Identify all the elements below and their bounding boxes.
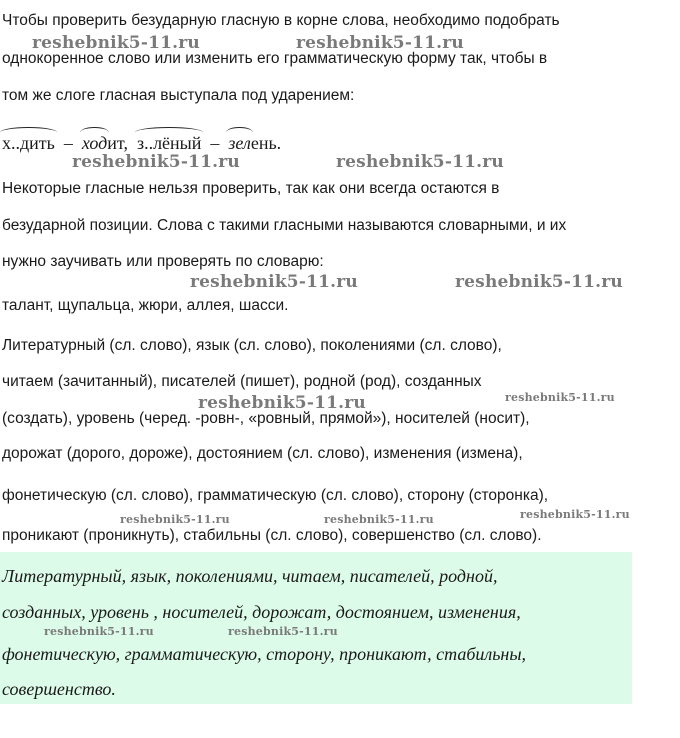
- example-dash-1: –: [63, 133, 73, 153]
- paragraph-2-line-2: безударной позиции. Слова с такими гласными называются словарными, и их: [2, 217, 567, 234]
- watermark: reshebnik5-11.ru: [336, 152, 504, 172]
- word-list-row-1: Литературный (сл. слово), язык (сл. слово), поколениями (сл. слово),: [2, 337, 502, 354]
- example-word-4-end: ень.: [250, 133, 282, 153]
- watermark: reshebnik5-11.ru: [228, 625, 338, 638]
- watermark: reshebnik5-11.ru: [190, 272, 358, 292]
- watermark: reshebnik5-11.ru: [455, 272, 623, 292]
- paragraph-1-line-1: Чтобы проверить безударную гласную в корне слова, необходимо подобрать: [2, 12, 560, 29]
- example-word-3: з..лёный: [136, 133, 202, 153]
- example-word-2-root: ход: [81, 133, 108, 153]
- watermark: reshebnik5-11.ru: [72, 152, 240, 172]
- paragraph-1-line-3: том же слоге гласная выступала под ударением:: [2, 87, 355, 104]
- watermark: reshebnik5-11.ru: [324, 513, 434, 526]
- watermark: reshebnik5-11.ru: [120, 513, 230, 526]
- word-list-row-6: проникают (проникнуть), стабильны (сл. слово), совершенство (сл. слово).: [2, 527, 542, 544]
- watermark: reshebnik5-11.ru: [520, 508, 630, 521]
- example-word-2-end: ит,: [107, 133, 128, 153]
- paragraph-2-line-3: нужно заучивать или проверять по словарю:: [2, 253, 324, 270]
- dictionary-words: талант, щупальца, жюри, аллея, шасси.: [2, 297, 289, 314]
- watermark: reshebnik5-11.ru: [198, 393, 366, 413]
- word-list-row-2: читаем (зачитанный), писателей (пишет), родной (род), созданных: [2, 373, 482, 390]
- watermark: reshebnik5-11.ru: [44, 625, 154, 638]
- answer-line-1: Литературный, язык, поколениями, читаем, писателей, родной,: [2, 566, 498, 586]
- example-line: [2, 133, 281, 154]
- example-dash-2: –: [210, 133, 220, 153]
- example-word-4-root: зел: [228, 133, 251, 153]
- word-list-row-4: дорожат (дорого, дороже), достоянием (сл. слово), изменения (измена),: [2, 445, 523, 462]
- watermark: reshebnik5-11.ru: [296, 33, 464, 53]
- answer-line-2: созданных, уровень , носителей, дорожат, достоянием, изменения,: [2, 602, 521, 622]
- word-list-row-3: (создать), уровень (черед. -ровн-, «ровный, прямой»), носителей (носит),: [2, 410, 530, 427]
- paragraph-2-line-1: Некоторые гласные нельзя проверить, так как они всегда остаются в: [2, 180, 500, 197]
- answer-line-3: фонетическую, грамматическую, сторону, проникают, стабильны,: [2, 644, 527, 664]
- answer-line-4: совершенство.: [2, 679, 116, 699]
- word-list-row-5: фонетическую (сл. слово), грамматическую (сл. слово), сторону (сторонка),: [2, 487, 549, 504]
- paragraph-1-line-2: однокоренное слово или изменить его грамматическую форму так, чтобы в: [2, 50, 548, 67]
- example-word-1: х..дить: [2, 133, 55, 153]
- watermark: reshebnik5-11.ru: [505, 391, 615, 404]
- watermark: reshebnik5-11.ru: [32, 33, 200, 53]
